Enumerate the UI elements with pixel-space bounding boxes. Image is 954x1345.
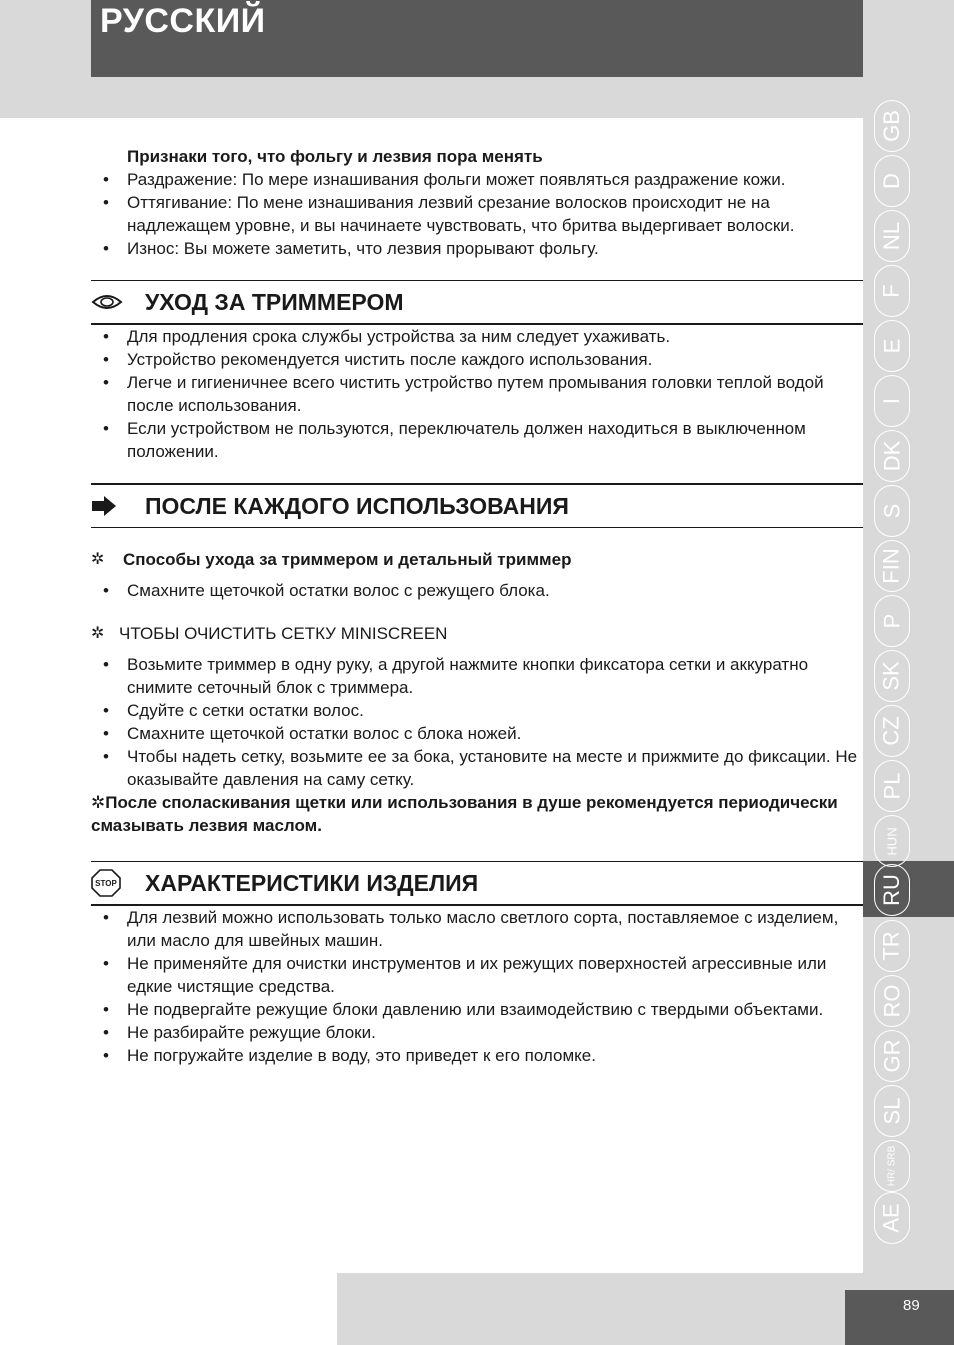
- list-item: • Для лезвий можно использовать только масло светлого сорта, поставляемое с изделием, или масло для швейных машин.: [91, 906, 863, 952]
- list-item: • Сдуйте с сетки остатки волос.: [91, 699, 863, 722]
- section-features: [91, 861, 863, 1067]
- tab-language-tr[interactable]: TR: [874, 920, 910, 972]
- features-list: [91, 906, 863, 1067]
- tab-language-ae[interactable]: AE: [874, 1192, 910, 1244]
- tab-language-cz[interactable]: CZ: [874, 705, 910, 757]
- tab-language-hr-srb[interactable]: HR/ SRB: [874, 1140, 910, 1192]
- arrow-right-icon: [91, 494, 127, 518]
- section-after-use-title: ПОСЛЕ КАЖДОГО ИСПОЛЬЗОВАНИЯ: [145, 492, 569, 519]
- main-content: [91, 145, 863, 1067]
- list-item: • Смахните щеточкой остатки волос с режущего блока.: [91, 579, 863, 602]
- tab-language-gb[interactable]: GB: [874, 100, 910, 152]
- stop-icon: [91, 871, 127, 895]
- tab-language-sk[interactable]: SK: [874, 650, 910, 702]
- section-features-header: [91, 862, 863, 906]
- tab-language-pl[interactable]: PL: [874, 760, 910, 812]
- tab-language-gr[interactable]: GR: [874, 1030, 910, 1082]
- oil-note: [91, 791, 863, 837]
- list-item: • Возьмите триммер в одну руку, а другой нажмите кнопки фиксатора сетки и аккуратно снимите сеточный блок с триммера.: [91, 653, 863, 699]
- list-item: • Устройство рекомендуется чистить после каждого использования.: [91, 348, 863, 371]
- page-title: РУССКИЙ: [100, 2, 266, 40]
- language-tabs: [863, 100, 954, 1250]
- tab-language-sl[interactable]: SL: [874, 1085, 910, 1137]
- tab-language-i[interactable]: I: [874, 375, 910, 427]
- tab-language-hun[interactable]: HUN: [874, 815, 910, 867]
- intro-list: [91, 168, 863, 260]
- bottom-margin: [0, 1273, 337, 1345]
- list-item: • Если устройством не пользуются, переключатель должен находиться в выключенном положении.: [91, 417, 863, 463]
- eye-icon: [91, 290, 127, 314]
- subsection-clean-miniscreen: [91, 622, 863, 645]
- page-number-box: [845, 1290, 954, 1345]
- tab-language-dk[interactable]: DK: [874, 430, 910, 482]
- tab-language-d[interactable]: D: [874, 155, 910, 207]
- tab-language-f[interactable]: F: [874, 265, 910, 317]
- subsection-title: ЧТОБЫ ОЧИСТИТЬ СЕТКУ MINISCREEN: [119, 624, 448, 643]
- tab-language-e[interactable]: E: [874, 320, 910, 372]
- intro-heading: Признаки того, что фольгу и лезвия пора менять: [127, 147, 543, 166]
- tab-language-ru[interactable]: RU: [874, 864, 910, 916]
- oil-note-text: После споласкивания щетки или использования в душе рекомендуется периодически смазывать лезвия маслом.: [91, 793, 838, 835]
- list-item: • Оттягивание: По мене изнашивания лезвий срезание волосков происходит не на надлежащем уровне, и вы начинаете чувствовать, что бритва выдергивает волоски.: [91, 191, 863, 237]
- list-item: • Не разбирайте режущие блоки.: [91, 1021, 863, 1044]
- list-item: • Чтобы надеть сетку, возьмите ее за бока, установите на месте и прижмите до фиксации. Не оказывайте давления на саму сетку.: [91, 745, 863, 791]
- list-item: • Износ: Вы можете заметить, что лезвия прорывают фольгу.: [91, 237, 863, 260]
- list-item: • Легче и гигиеничнее всего чистить устройство путем промывания головки теплой водой после использования.: [91, 371, 863, 417]
- section-after-use-header: [91, 485, 863, 528]
- list-item: • Смахните щеточкой остатки волос с блока ножей.: [91, 722, 863, 745]
- care-methods-list: [91, 579, 863, 602]
- section-care-title: УХОД ЗА ТРИММЕРОМ: [145, 288, 404, 315]
- list-item: • Не подвергайте режущие блоки давлению или взаимодействию с твердыми объектами.: [91, 998, 863, 1021]
- section-care: [91, 280, 863, 463]
- clean-miniscreen-list: [91, 653, 863, 791]
- tab-language-s[interactable]: S: [874, 485, 910, 537]
- sparkle-icon: ✲: [91, 551, 105, 568]
- subsection-title: Способы ухода за триммером и детальный триммер: [123, 550, 572, 569]
- section-after-use: [91, 483, 863, 837]
- subsection-care-methods: [91, 548, 863, 571]
- tab-language-ro[interactable]: RO: [874, 975, 910, 1027]
- page-number: 89: [903, 1297, 920, 1314]
- section-care-header: [91, 281, 863, 325]
- list-item: • Не применяйте для очистки инструментов и их режущих поверхностей агрессивные или едкие чистящие средства.: [91, 952, 863, 998]
- tab-language-fin[interactable]: FIN: [874, 540, 910, 592]
- section-features-title: ХАРАКТЕРИСТИКИ ИЗДЕЛИЯ: [145, 869, 479, 896]
- list-item: • Не погружайте изделие в воду, это приведет к его поломке.: [91, 1044, 863, 1067]
- sparkle-icon: ✲: [91, 625, 105, 642]
- care-list: [91, 325, 863, 463]
- stop-icon-label: STOP: [95, 879, 117, 888]
- sparkle-icon: ✲: [91, 793, 106, 812]
- list-item: • Для продления срока службы устройства за ним следует ухаживать.: [91, 325, 863, 348]
- list-item: • Раздражение: По мере изнашивания фольги может появляться раздражение кожи.: [91, 168, 863, 191]
- tab-language-nl[interactable]: NL: [874, 210, 910, 262]
- tab-language-p[interactable]: P: [874, 595, 910, 647]
